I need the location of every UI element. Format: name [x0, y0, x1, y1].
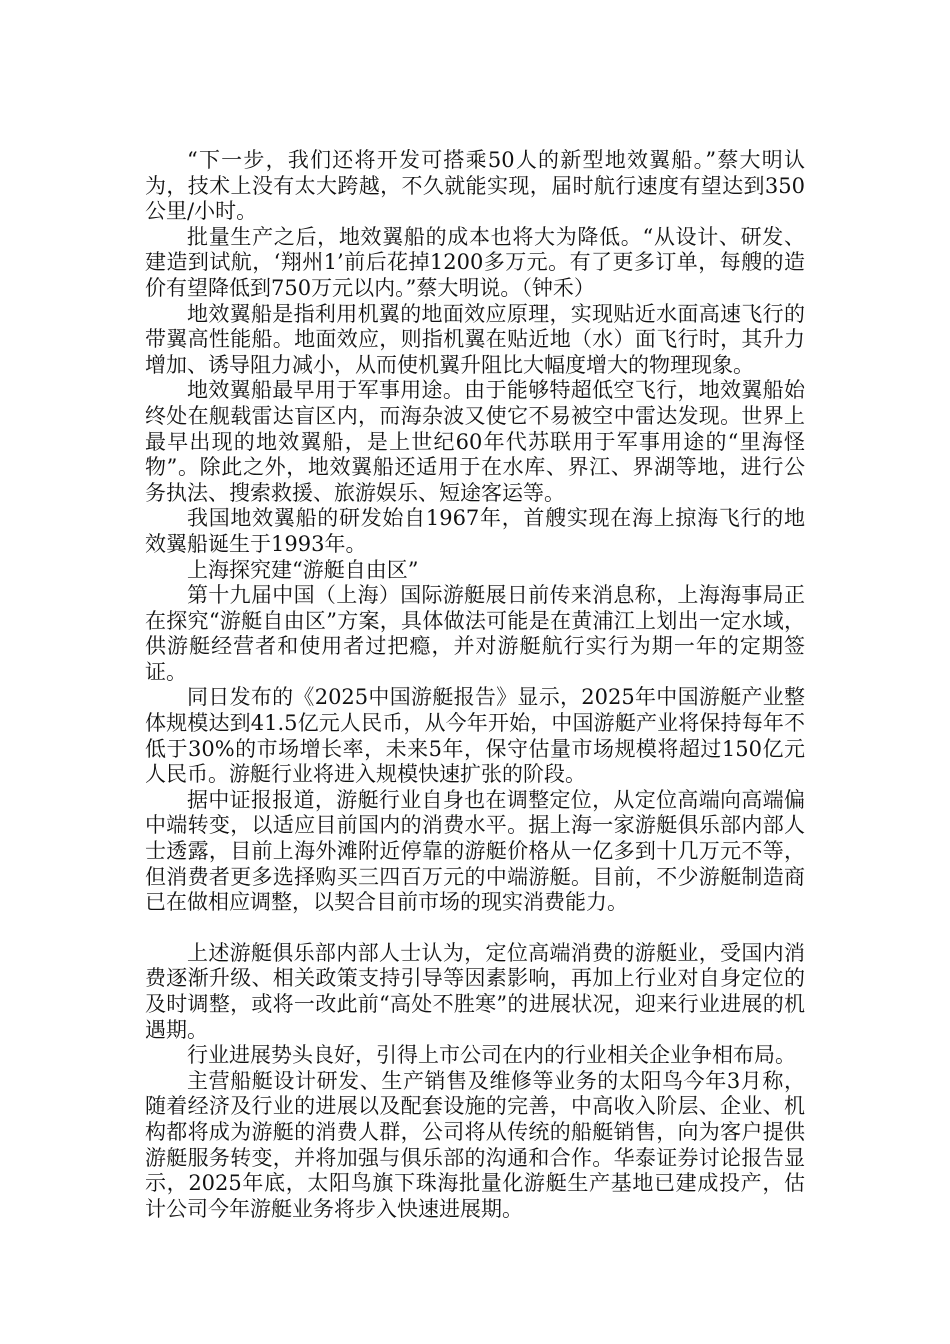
document-page — [145, 148, 805, 1222]
paragraph-sunbird: 主营船艇设计研发、生产销售及维修等业务的太阳鸟今年3月称，随着经济及行业的进展以及配套设施的完善，中高收入阶层、企业、机构都将成为游艇的消费人群，公司将从传统的船艇销售，向为客户提供游艇服务转变，并将加强与俱乐部的沟通和合作。华泰证券讨论报告显示，2025年底，太阳鸟旗下珠海批量化游艇生产基地已建成投产，估计公司今年游艇业务将步入快速进展期。 — [145, 1068, 805, 1221]
paragraph-next-step: “下一步，我们还将开发可搭乘50人的新型地效翼船。”蔡大明认为，技术上没有太大跨越，不久就能实现，届时航行速度有望达到350公里/小时。 — [145, 148, 805, 224]
section-heading-yacht-zone: 上海探究建“游艇自由区” — [187, 557, 419, 582]
paragraph-cost-reduction: 批量生产之后，地效翼船的成本也将大为降低。“从设计、研发、建造到试航，‘翔州1’前后花掉1200多万元。有了更多订单，每艘的造价有望降低到750万元以内。”蔡大明说。（钟禾） — [145, 224, 805, 300]
paragraph-industry-momentum: 行业进展势头良好，引得上市公司在内的行业相关企业争相布局。 — [187, 1043, 796, 1068]
paragraph-history: 我国地效翼船的研发始自1967年，首艘实现在海上掠海飞行的地效翼船诞生于1993年。 — [145, 506, 805, 556]
paragraph-repositioning: 据中证报报道，游艇行业自身也在调整定位，从定位高端向高端偏中端转变，以适应目前国内的消费水平。据上海一家游艇俱乐部内部人士透露，目前上海外滩附近停靠的游艇价格从一亿多到十几万元不等，但消费者更多选择购买三四百万元的中端游艇。目前，不少游艇制造商已在做相应调整，以契合目前市场的现实消费能力。 — [145, 787, 805, 915]
paragraph-yacht-show: 第十九届中国（上海）国际游艇展日前传来消息称，上海海事局正在探究“游艇自由区”方案，具体做法可能是在黄浦江上划出一定水域，供游艇经营者和使用者过把瘾，并对游艇航行实行为期一年的定期签证。 — [145, 583, 805, 684]
paragraph-definition: 地效翼船是指利用机翼的地面效应原理，实现贴近水面高速飞行的带翼高性能船。地面效应，则指机翼在贴近地（水）面飞行时，其升力增加、诱导阻力减小，从而使机翼升阻比大幅度增大的物理现象。 — [145, 301, 805, 377]
paragraph-yacht-report: 同日发布的《2025中国游艇报告》显示，2025年中国游艇产业整体规模达到41.5亿元人民币，从今年开始，中国游艇产业将保持每年不低于30%的市场增长率，未来5年，保守估量市场规模将超过150亿元人民币。游艇行业将进入规模快速扩张的阶段。 — [145, 685, 805, 787]
paragraph-club-insider: 上述游艇俱乐部内部人士认为，定位高端消费的游艇业，受国内消费逐渐升级、相关政策支持引导等因素影响，再加上行业对自身定位的及时调整，或将一改此前“高处不胜寒”的进展状况，迎来行业进展的机遇期。 — [145, 940, 805, 1042]
paragraph-military-use: 地效翼船最早用于军事用途。由于能够特超低空飞行，地效翼船始终处在舰载雷达盲区内，而海杂波又使它不易被空中雷达发现。世界上最早出现的地效翼船，是上世纪60年代苏联用于军事用途的“里海怪物”。除此之外，地效翼船还适用于在水库、界江、界湖等地，进行公务执法、搜索救援、旅游娱乐、短途客运等。 — [145, 378, 805, 505]
